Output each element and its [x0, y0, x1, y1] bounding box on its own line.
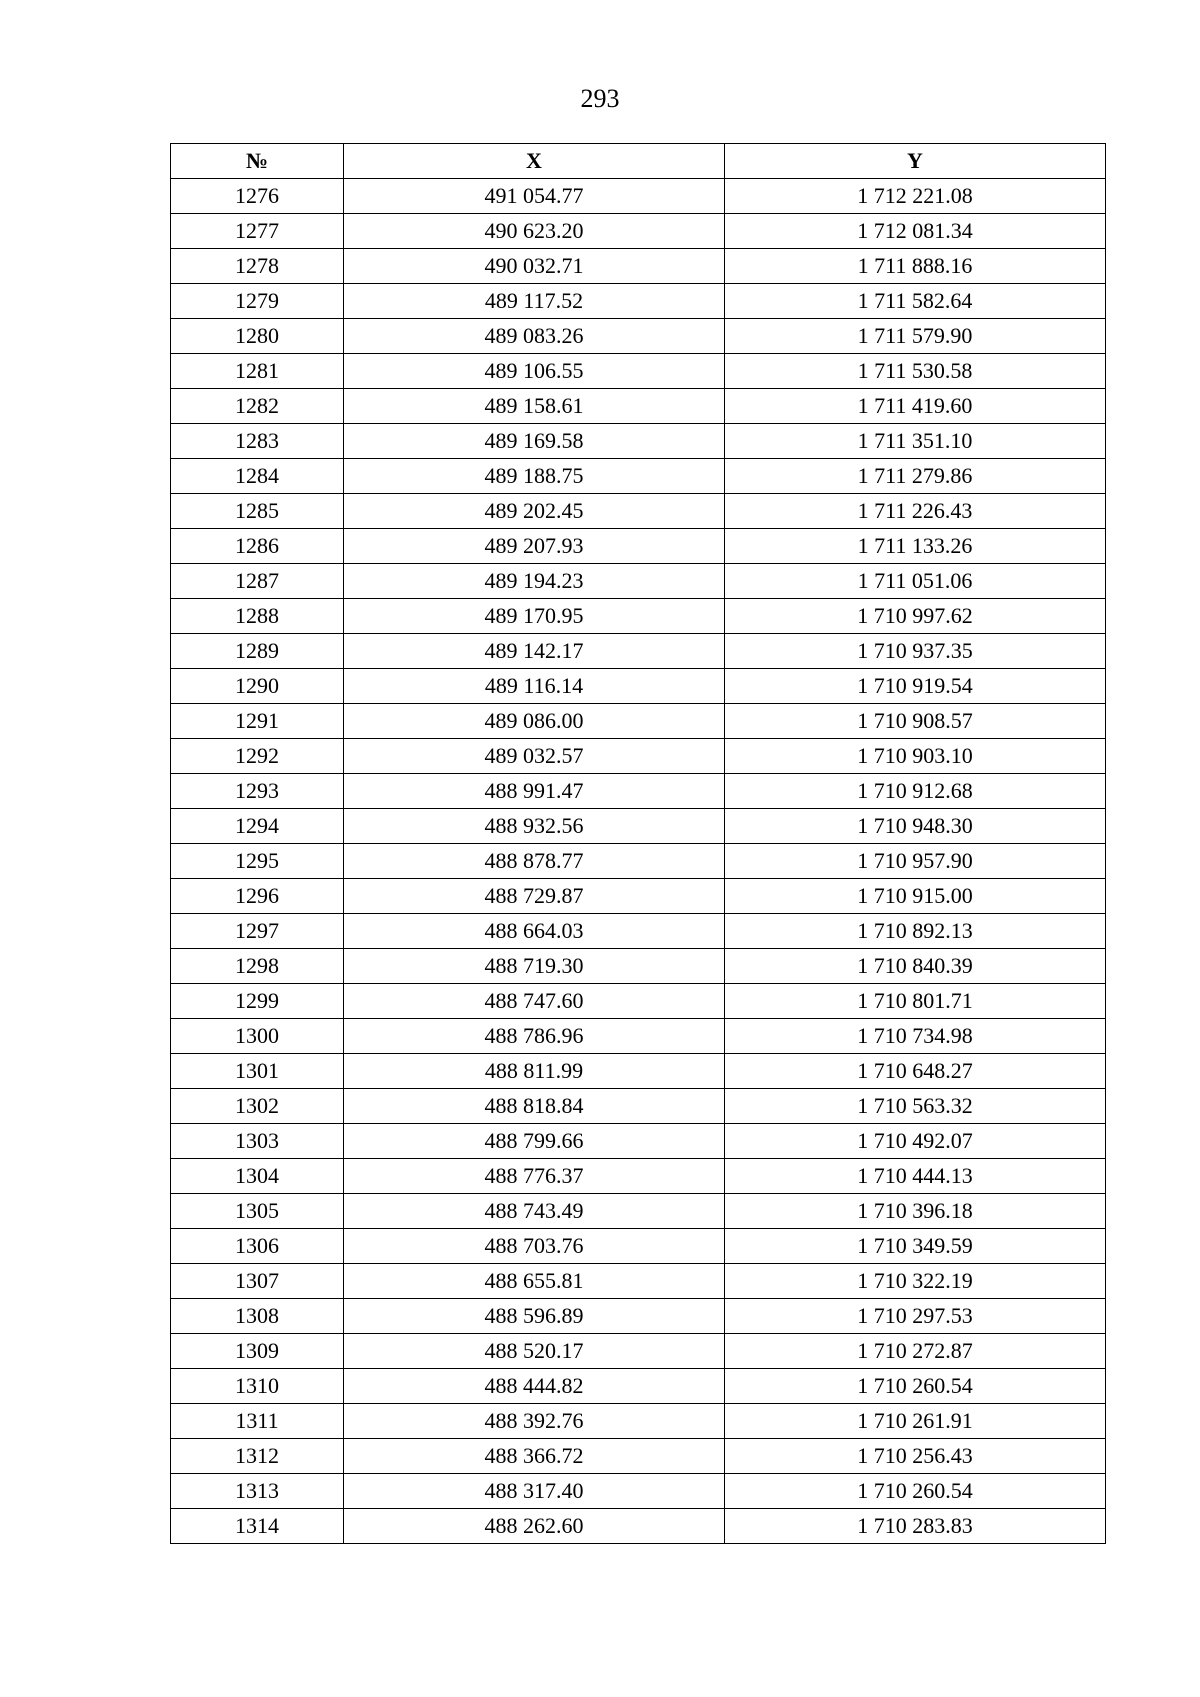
table-row	[171, 1334, 1106, 1369]
point-number-cell: 1280	[171, 319, 344, 354]
x-coordinate-cell: 489 194.23	[344, 564, 725, 599]
y-coordinate-cell: 1 710 256.43	[725, 1439, 1106, 1474]
y-coordinate-cell: 1 710 919.54	[725, 669, 1106, 704]
table-row	[171, 844, 1106, 879]
table-row	[171, 354, 1106, 389]
y-coordinate-cell: 1 710 261.91	[725, 1404, 1106, 1439]
table-row	[171, 949, 1106, 984]
table-row	[171, 1439, 1106, 1474]
y-coordinate-cell: 1 710 957.90	[725, 844, 1106, 879]
x-coordinate-cell: 490 623.20	[344, 214, 725, 249]
x-coordinate-cell: 489 086.00	[344, 704, 725, 739]
x-coordinate-cell: 489 116.14	[344, 669, 725, 704]
y-coordinate-cell: 1 710 322.19	[725, 1264, 1106, 1299]
point-number-cell: 1306	[171, 1229, 344, 1264]
table-row	[171, 1054, 1106, 1089]
table-header	[171, 144, 1106, 179]
x-coordinate-cell: 489 188.75	[344, 459, 725, 494]
y-coordinate-cell: 1 710 840.39	[725, 949, 1106, 984]
table-row	[171, 1369, 1106, 1404]
table-row	[171, 284, 1106, 319]
table-row	[171, 879, 1106, 914]
x-coordinate-cell: 488 444.82	[344, 1369, 725, 1404]
x-coordinate-cell: 488 596.89	[344, 1299, 725, 1334]
y-coordinate-cell: 1 710 892.13	[725, 914, 1106, 949]
point-number-cell: 1292	[171, 739, 344, 774]
y-coordinate-cell: 1 710 801.71	[725, 984, 1106, 1019]
x-coordinate-cell: 488 747.60	[344, 984, 725, 1019]
y-coordinate-cell: 1 710 734.98	[725, 1019, 1106, 1054]
table-row	[171, 1509, 1106, 1544]
x-coordinate-cell: 489 169.58	[344, 424, 725, 459]
table-row	[171, 249, 1106, 284]
y-coordinate-cell: 1 710 648.27	[725, 1054, 1106, 1089]
column-header-number: №	[171, 144, 344, 179]
point-number-cell: 1312	[171, 1439, 344, 1474]
point-number-cell: 1288	[171, 599, 344, 634]
y-coordinate-cell: 1 711 051.06	[725, 564, 1106, 599]
x-coordinate-cell: 489 158.61	[344, 389, 725, 424]
y-coordinate-cell: 1 711 351.10	[725, 424, 1106, 459]
x-coordinate-cell: 488 520.17	[344, 1334, 725, 1369]
x-coordinate-cell: 488 818.84	[344, 1089, 725, 1124]
point-number-cell: 1313	[171, 1474, 344, 1509]
table-row	[171, 669, 1106, 704]
table-row	[171, 739, 1106, 774]
x-coordinate-cell: 488 392.76	[344, 1404, 725, 1439]
table-row	[171, 1299, 1106, 1334]
x-coordinate-cell: 489 117.52	[344, 284, 725, 319]
table-row	[171, 914, 1106, 949]
coordinates-table	[170, 143, 1106, 1544]
x-coordinate-cell: 488 664.03	[344, 914, 725, 949]
table-row	[171, 1019, 1106, 1054]
table-row	[171, 634, 1106, 669]
column-header-y: Y	[725, 144, 1106, 179]
x-coordinate-cell: 489 083.26	[344, 319, 725, 354]
x-coordinate-cell: 489 106.55	[344, 354, 725, 389]
table-row	[171, 1229, 1106, 1264]
point-number-cell: 1305	[171, 1194, 344, 1229]
table-row	[171, 424, 1106, 459]
point-number-cell: 1298	[171, 949, 344, 984]
point-number-cell: 1314	[171, 1509, 344, 1544]
y-coordinate-cell: 1 711 226.43	[725, 494, 1106, 529]
point-number-cell: 1300	[171, 1019, 344, 1054]
y-coordinate-cell: 1 710 444.13	[725, 1159, 1106, 1194]
y-coordinate-cell: 1 711 133.26	[725, 529, 1106, 564]
y-coordinate-cell: 1 710 948.30	[725, 809, 1106, 844]
table-row	[171, 599, 1106, 634]
x-coordinate-cell: 489 202.45	[344, 494, 725, 529]
y-coordinate-cell: 1 710 396.18	[725, 1194, 1106, 1229]
x-coordinate-cell: 489 207.93	[344, 529, 725, 564]
point-number-cell: 1293	[171, 774, 344, 809]
y-coordinate-cell: 1 711 419.60	[725, 389, 1106, 424]
point-number-cell: 1290	[171, 669, 344, 704]
point-number-cell: 1281	[171, 354, 344, 389]
y-coordinate-cell: 1 710 908.57	[725, 704, 1106, 739]
x-coordinate-cell: 488 799.66	[344, 1124, 725, 1159]
y-coordinate-cell: 1 711 579.90	[725, 319, 1106, 354]
y-coordinate-cell: 1 710 915.00	[725, 879, 1106, 914]
table-row	[171, 704, 1106, 739]
x-coordinate-cell: 488 655.81	[344, 1264, 725, 1299]
point-number-cell: 1277	[171, 214, 344, 249]
x-coordinate-cell: 488 786.96	[344, 1019, 725, 1054]
x-coordinate-cell: 488 703.76	[344, 1229, 725, 1264]
table-row	[171, 984, 1106, 1019]
x-coordinate-cell: 488 776.37	[344, 1159, 725, 1194]
x-coordinate-cell: 488 743.49	[344, 1194, 725, 1229]
header-row	[171, 144, 1106, 179]
y-coordinate-cell: 1 710 563.32	[725, 1089, 1106, 1124]
table-row	[171, 1404, 1106, 1439]
y-coordinate-cell: 1 710 297.53	[725, 1299, 1106, 1334]
x-coordinate-cell: 489 142.17	[344, 634, 725, 669]
point-number-cell: 1283	[171, 424, 344, 459]
x-coordinate-cell: 490 032.71	[344, 249, 725, 284]
table-row	[171, 494, 1106, 529]
table-row	[171, 1474, 1106, 1509]
point-number-cell: 1311	[171, 1404, 344, 1439]
x-coordinate-cell: 488 317.40	[344, 1474, 725, 1509]
y-coordinate-cell: 1 710 349.59	[725, 1229, 1106, 1264]
table-row	[171, 389, 1106, 424]
y-coordinate-cell: 1 710 937.35	[725, 634, 1106, 669]
y-coordinate-cell: 1 711 888.16	[725, 249, 1106, 284]
table-row	[171, 1264, 1106, 1299]
table-row	[171, 564, 1106, 599]
point-number-cell: 1302	[171, 1089, 344, 1124]
table-row	[171, 774, 1106, 809]
point-number-cell: 1299	[171, 984, 344, 1019]
table-row	[171, 179, 1106, 214]
point-number-cell: 1295	[171, 844, 344, 879]
table-body	[171, 179, 1106, 1544]
point-number-cell: 1297	[171, 914, 344, 949]
x-coordinate-cell: 488 719.30	[344, 949, 725, 984]
table-row	[171, 809, 1106, 844]
column-header-x: X	[344, 144, 725, 179]
y-coordinate-cell: 1 710 997.62	[725, 599, 1106, 634]
y-coordinate-cell: 1 712 221.08	[725, 179, 1106, 214]
table-row	[171, 319, 1106, 354]
point-number-cell: 1307	[171, 1264, 344, 1299]
point-number-cell: 1285	[171, 494, 344, 529]
table-row	[171, 214, 1106, 249]
page-number: 293	[580, 84, 620, 113]
point-number-cell: 1278	[171, 249, 344, 284]
point-number-cell: 1310	[171, 1369, 344, 1404]
y-coordinate-cell: 1 710 283.83	[725, 1509, 1106, 1544]
y-coordinate-cell: 1 710 912.68	[725, 774, 1106, 809]
y-coordinate-cell: 1 710 260.54	[725, 1369, 1106, 1404]
y-coordinate-cell: 1 711 582.64	[725, 284, 1106, 319]
table-row	[171, 529, 1106, 564]
point-number-cell: 1287	[171, 564, 344, 599]
y-coordinate-cell: 1 710 903.10	[725, 739, 1106, 774]
y-coordinate-cell: 1 710 260.54	[725, 1474, 1106, 1509]
point-number-cell: 1304	[171, 1159, 344, 1194]
y-coordinate-cell: 1 711 279.86	[725, 459, 1106, 494]
table-row	[171, 1089, 1106, 1124]
x-coordinate-cell: 488 729.87	[344, 879, 725, 914]
point-number-cell: 1289	[171, 634, 344, 669]
point-number-cell: 1284	[171, 459, 344, 494]
y-coordinate-cell: 1 710 272.87	[725, 1334, 1106, 1369]
table-row	[171, 1194, 1106, 1229]
point-number-cell: 1308	[171, 1299, 344, 1334]
x-coordinate-cell: 488 811.99	[344, 1054, 725, 1089]
point-number-cell: 1276	[171, 179, 344, 214]
table-row	[171, 1159, 1106, 1194]
y-coordinate-cell: 1 711 530.58	[725, 354, 1106, 389]
point-number-cell: 1309	[171, 1334, 344, 1369]
x-coordinate-cell: 491 054.77	[344, 179, 725, 214]
point-number-cell: 1303	[171, 1124, 344, 1159]
point-number-cell: 1296	[171, 879, 344, 914]
x-coordinate-cell: 488 366.72	[344, 1439, 725, 1474]
x-coordinate-cell: 489 170.95	[344, 599, 725, 634]
point-number-cell: 1294	[171, 809, 344, 844]
point-number-cell: 1282	[171, 389, 344, 424]
y-coordinate-cell: 1 712 081.34	[725, 214, 1106, 249]
point-number-cell: 1279	[171, 284, 344, 319]
y-coordinate-cell: 1 710 492.07	[725, 1124, 1106, 1159]
point-number-cell: 1286	[171, 529, 344, 564]
x-coordinate-cell: 489 032.57	[344, 739, 725, 774]
x-coordinate-cell: 488 991.47	[344, 774, 725, 809]
table-row	[171, 459, 1106, 494]
x-coordinate-cell: 488 878.77	[344, 844, 725, 879]
point-number-cell: 1291	[171, 704, 344, 739]
point-number-cell: 1301	[171, 1054, 344, 1089]
x-coordinate-cell: 488 262.60	[344, 1509, 725, 1544]
table-row	[171, 1124, 1106, 1159]
x-coordinate-cell: 488 932.56	[344, 809, 725, 844]
